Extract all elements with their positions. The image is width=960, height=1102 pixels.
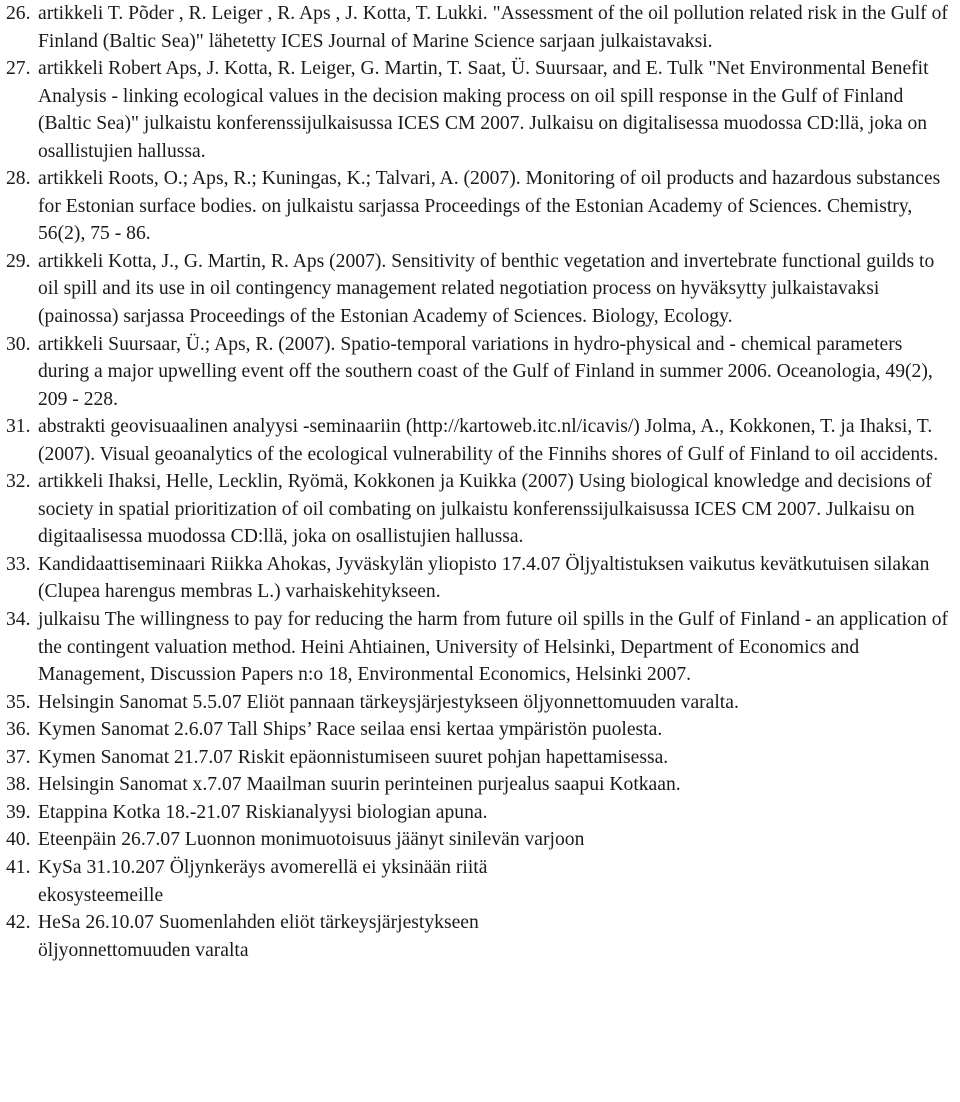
reference-text: artikkeli Kotta, J., G. Martin, R. Aps (2007). Sensitivity of benthic vegetation and invertebrate functional guilds to oil spill and its use in oil contingency management related negotiation process on hyväksytty julkaistavaksi (painossa) sarjassa Proceedings of the Estonian Academy of Sciences. Biology, Ecology. <box>38 250 935 328</box>
reference-number: 39. <box>6 801 31 823</box>
reference-item <box>6 165 952 248</box>
reference-item <box>6 606 952 689</box>
reference-item <box>6 413 952 468</box>
reference-number: 36. <box>6 719 31 741</box>
reference-item <box>6 331 952 414</box>
reference-item <box>6 826 952 854</box>
reference-item <box>6 551 952 606</box>
reference-number: 37. <box>6 746 31 768</box>
reference-text: artikkeli Roots, O.; Aps, R.; Kuningas, K.; Talvari, A. (2007). Monitoring of oil products and hazardous substances for Estonian surface bodies. on julkaistu sarjassa Proceedings of the Estonian Academy of Sciences. Chemistry, 56(2), 75 - 86. <box>38 168 941 245</box>
reference-text: Kandidaattiseminaari Riikka Ahokas, Jyväskylän yliopisto 17.4.07 Öljyaltistuksen vaikutus kevätkutuisen silakan (Clupea harengus membras L.) varhaiskehitykseen. <box>38 553 930 603</box>
reference-text: KySa 31.10.207 Öljynkeräys avomerellä ei yksinään riitä ekosysteemeille <box>38 856 488 906</box>
reference-number: 28. <box>6 168 31 190</box>
reference-number: 32. <box>6 471 31 493</box>
reference-item <box>6 716 952 744</box>
reference-text: artikkeli Suursaar, Ü.; Aps, R. (2007). Spatio-temporal variations in hydro-physical and - chemical parameters during a major upwelling event off the southern coast of the Gulf of Finland in summer 2006. Oceanologia, 49(2), 209 - 228. <box>38 333 933 410</box>
reference-text: Helsingin Sanomat x.7.07 Maailman suurin perinteinen purjealus saapui Kotkaan. <box>38 774 681 796</box>
reference-number: 35. <box>6 691 31 713</box>
reference-text: Helsingin Sanomat 5.5.07 Eliöt pannaan tärkeysjärjestykseen öljyonnettomuuden varalta. <box>38 691 739 713</box>
reference-item <box>6 854 952 909</box>
reference-number: 38. <box>6 774 31 796</box>
reference-item <box>6 0 952 55</box>
reference-item <box>6 689 952 717</box>
reference-item <box>6 909 952 964</box>
reference-text: artikkeli T. Põder , R. Leiger , R. Aps , J. Kotta, T. Lukki. "Assessment of the oil pollution related risk in the Gulf of Finland (Baltic Sea)" lähetetty ICES Journal of Marine Science sarjaan julkaistavaksi. <box>38 3 948 52</box>
reference-number: 31. <box>6 416 31 438</box>
reference-text: artikkeli Ihaksi, Helle, Lecklin, Ryömä, Kokkonen ja Kuikka (2007) Using biological knowledge and decisions of society in spatial prioritization of oil combating on julkaistu konferenssijulkaisussa ICES CM 2007. Julkaisu on digitaalisessa muodossa CD:llä, joka on osallistujien hallussa. <box>38 471 932 548</box>
reference-list <box>6 0 952 964</box>
reference-number: 30. <box>6 333 31 355</box>
reference-number: 27. <box>6 58 31 80</box>
reference-text: Kymen Sanomat 2.6.07 Tall Ships’ Race seilaa ensi kertaa ympäristön puolesta. <box>38 719 663 741</box>
reference-text: Etappina Kotka 18.-21.07 Riskianalyysi biologian apuna. <box>38 801 488 823</box>
reference-number: 26. <box>6 3 31 24</box>
reference-text: HeSa 26.10.07 Suomenlahden eliöt tärkeysjärjestykseen öljyonnettomuuden varalta <box>38 912 479 961</box>
reference-text: Eteenpäin 26.7.07 Luonnon monimuotoisuus jäänyt sinilevän varjoon <box>38 829 585 851</box>
reference-number: 33. <box>6 553 31 575</box>
reference-text: julkaisu The willingness to pay for reducing the harm from future oil spills in the Gulf of Finland - an application of the contingent valuation method. Heini Ahtiainen, University of Helsinki, Department of Economics and Management, Discussion Papers n:o 18, Environmental Economics, Helsinki 2007. <box>38 609 949 686</box>
reference-number: 40. <box>6 829 31 851</box>
reference-number: 41. <box>6 856 31 878</box>
reference-text: Kymen Sanomat 21.7.07 Riskit epäonnistumiseen suuret pohjan hapettamisessa. <box>38 746 669 768</box>
reference-number: 29. <box>6 250 31 272</box>
reference-item <box>6 248 952 331</box>
reference-item <box>6 771 952 799</box>
reference-text: artikkeli Robert Aps, J. Kotta, R. Leiger, G. Martin, T. Saat, Ü. Suursaar, and E. Tulk "Net Environmental Benefit Analysis - linking ecological values in the decision making process on oil spill response in the Gulf of Finland (Baltic Sea)" julkaistu konferenssijulkaisussa ICES CM 2007. Julkaisu on digitalisessa muodossa CD:llä, joka on osallistujien hallussa. <box>38 58 929 162</box>
reference-number: 42. <box>6 912 31 934</box>
reference-item <box>6 744 952 772</box>
reference-number: 34. <box>6 609 31 631</box>
reference-item <box>6 55 952 165</box>
reference-text: abstrakti geovisuaalinen analyysi -seminaariin (http://kartoweb.itc.nl/icavis/) Jolma, A., Kokkonen, T. ja Ihaksi, T. (2007). Visual geoanalytics of the ecological vulnerability of the Finnihs shores of Gulf of Finland to oil accidents. <box>38 416 939 465</box>
reference-item <box>6 799 952 827</box>
reference-item <box>6 468 952 551</box>
